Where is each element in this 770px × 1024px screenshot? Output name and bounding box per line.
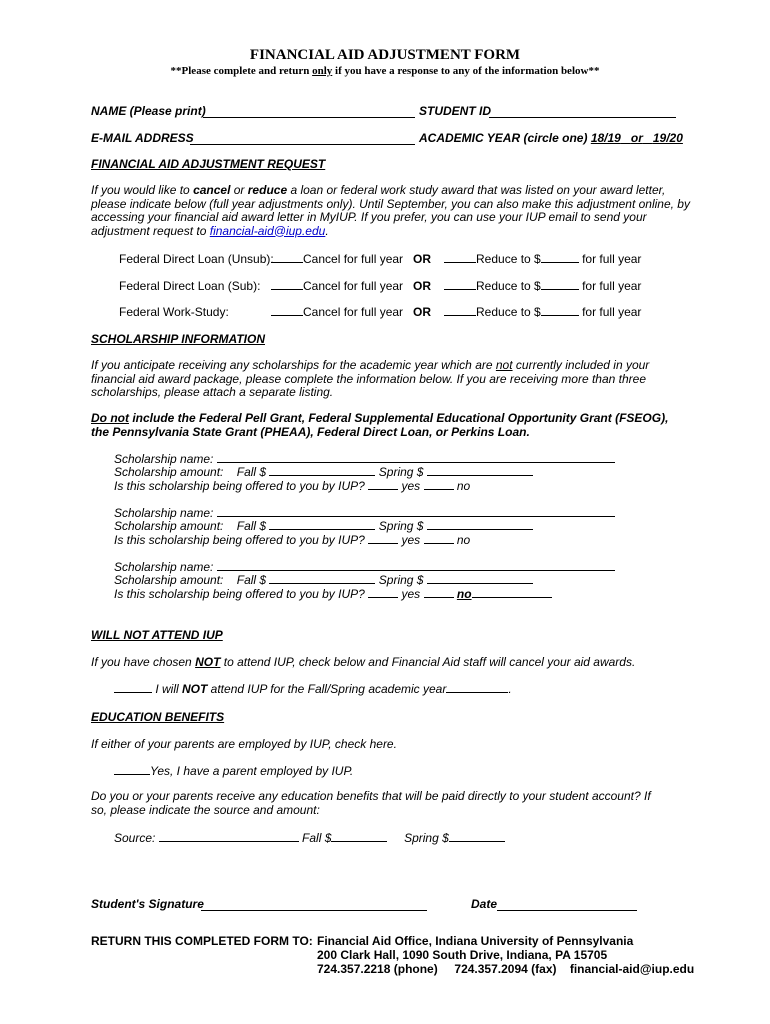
education-spring-field[interactable] [449, 831, 505, 842]
name-label: NAME (Please print) [91, 104, 206, 118]
loan-row-label: Federal Direct Loan (Sub): [119, 279, 261, 293]
return-line-1: Financial Aid Office, Indiana University of Pennsylvania [317, 934, 634, 948]
scholarship-name-row: Scholarship name: [114, 452, 615, 466]
reduce-amount-field[interactable] [541, 252, 579, 263]
scholarship-spring-field[interactable] [427, 465, 533, 476]
student-id-label: STUDENT ID [419, 104, 491, 118]
will-not-attend-heading: WILL NOT ATTEND IUP [91, 628, 223, 642]
loan-row-label: Federal Direct Loan (Unsub): [119, 252, 274, 266]
cancel-checkbox[interactable] [271, 252, 303, 263]
scholarship-offered-row: Is this scholarship being offered to you by IUP? yes no [114, 587, 552, 601]
scholarship-spring-field[interactable] [427, 519, 533, 530]
return-email: financial-aid@iup.edu [569, 962, 695, 976]
academic-year-label: ACADEMIC YEAR (circle one) 18/19 or 19/20 [419, 131, 683, 145]
financial-aid-email-link[interactable]: financial-aid@iup.edu [209, 223, 326, 238]
reduce-checkbox[interactable] [444, 279, 476, 290]
scholarship-name-field[interactable] [217, 452, 615, 463]
loan-row-or: OR [413, 305, 431, 319]
year-option-1818[interactable]: 18/19 [590, 131, 621, 145]
year-option-1920[interactable]: 19/20 [652, 131, 683, 145]
scholarship-heading: SCHOLARSHIP INFORMATION [91, 332, 265, 346]
education-instruction: If either of your parents are employed by IUP, check here. [91, 737, 397, 751]
scholarship-fall-field[interactable] [269, 519, 375, 530]
date-label: Date [471, 897, 498, 911]
loan-row-or: OR [413, 279, 431, 293]
reduce-checkbox[interactable] [444, 252, 476, 263]
return-label: RETURN THIS COMPLETED FORM TO: [91, 934, 313, 948]
scholarship-offered-row: Is this scholarship being offered to you by IUP? yes no [114, 479, 471, 493]
education-fall-field[interactable] [331, 831, 387, 842]
scholarship-intro: If you anticipate receiving any scholarships for the academic year which are not currently included in your financial aid award package, please complete the information below. If you are receiving more than three scholarships, please attach a separate listing. [91, 358, 650, 399]
will-not-attend-checkbox[interactable] [114, 682, 152, 693]
offered-yes-checkbox[interactable] [368, 533, 398, 544]
parent-employed-checkbox[interactable] [114, 764, 150, 775]
return-fax: 724.357.2094 (fax) [454, 962, 557, 976]
scholarship-spring-field[interactable] [427, 573, 533, 584]
adjustment-heading: FINANCIAL AID ADJUSTMENT REQUEST [91, 157, 326, 171]
loan-row-reduce: Reduce to $ for full year [444, 252, 641, 266]
signature-field[interactable] [201, 910, 427, 911]
student-id-field[interactable] [489, 117, 676, 118]
return-line-2: 200 Clark Hall, 1090 South Drive, Indiana, PA 15705 [317, 948, 608, 962]
offered-yes-checkbox[interactable] [368, 479, 398, 490]
education-heading: EDUCATION BENEFITS [91, 710, 225, 724]
reduce-amount-field[interactable] [541, 305, 579, 316]
offered-yes-checkbox[interactable] [368, 587, 398, 598]
scholarship-fall-field[interactable] [269, 465, 375, 476]
email-label: E-MAIL ADDRESS [91, 131, 194, 145]
offered-no-checkbox[interactable] [424, 479, 454, 490]
offered-no-checkbox[interactable] [424, 533, 454, 544]
source-field[interactable] [159, 831, 299, 842]
date-field[interactable] [497, 910, 637, 911]
scholarship-amount-row: Scholarship amount: Fall $ Spring $ [114, 519, 533, 533]
loan-row-cancel: Cancel for full year [271, 305, 403, 319]
academic-year-field[interactable] [446, 682, 508, 693]
education-question: Do you or your parents receive any education benefits that will be paid directly to your student account? If so, please indicate the source and amount: [91, 789, 651, 817]
parent-employed-option: Yes, I have a parent employed by IUP. [114, 764, 353, 778]
signature-label: Student's Signature [91, 897, 204, 911]
will-not-attend-instruction: If you have chosen NOT to attend IUP, check below and Financial Aid staff will cancel your aid awards. [91, 655, 636, 669]
form-subtitle: **Please complete and return only if you have a response to any of the information below** [170, 65, 600, 77]
scholarship-name-field[interactable] [217, 560, 615, 571]
loan-row-reduce: Reduce to $ for full year [444, 305, 641, 319]
scholarship-name-row: Scholarship name: [114, 506, 615, 520]
loan-row-reduce: Reduce to $ for full year [444, 279, 641, 293]
name-field[interactable] [203, 117, 415, 118]
scholarship-amount-row: Scholarship amount: Fall $ Spring $ [114, 573, 533, 587]
loan-row-cancel: Cancel for full year [271, 252, 403, 266]
scholarship-name-row: Scholarship name: [114, 560, 615, 574]
scholarship-amount-row: Scholarship amount: Fall $ Spring $ [114, 465, 533, 479]
form-title: FINANCIAL AID ADJUSTMENT FORM [249, 47, 521, 63]
cancel-checkbox[interactable] [271, 305, 303, 316]
return-phone: 724.357.2218 (phone) [317, 962, 438, 976]
scholarship-fall-field[interactable] [269, 573, 375, 584]
reduce-amount-field[interactable] [541, 279, 579, 290]
scholarship-name-field[interactable] [217, 506, 615, 517]
return-line-3 [317, 962, 694, 976]
loan-row-cancel: Cancel for full year [271, 279, 403, 293]
offered-no-checkbox[interactable] [424, 587, 454, 598]
education-source-row: Source: Fall $ Spring $ [114, 831, 505, 845]
loan-row-or: OR [413, 252, 431, 266]
reduce-checkbox[interactable] [444, 305, 476, 316]
email-field[interactable] [190, 144, 415, 145]
scholarship-warning: Do not include the Federal Pell Grant, Federal Supplemental Educational Opportunity Grant (FSEOG), the Pennsylvania State Grant (PHEAA), Federal Direct Loan, or Perkins Loan. [91, 411, 669, 439]
will-not-attend-option: I will NOT attend IUP for the Fall/Spring academic year . [114, 682, 512, 696]
adjustment-intro: If you would like to cancel or reduce a loan or federal work study award that was listed on your award letter, please indicate below (full year adjustments only). Until September, you can also make this adjustment online, by accessing your financial aid award letter in MyIUP. If you prefer, you can use your IUP email to send your adjustment request to financial-aid@iup.edu. [91, 183, 690, 238]
scholarship-offered-row: Is this scholarship being offered to you by IUP? yes no [114, 533, 471, 547]
cancel-checkbox[interactable] [271, 279, 303, 290]
loan-row-label: Federal Work-Study: [119, 305, 229, 319]
